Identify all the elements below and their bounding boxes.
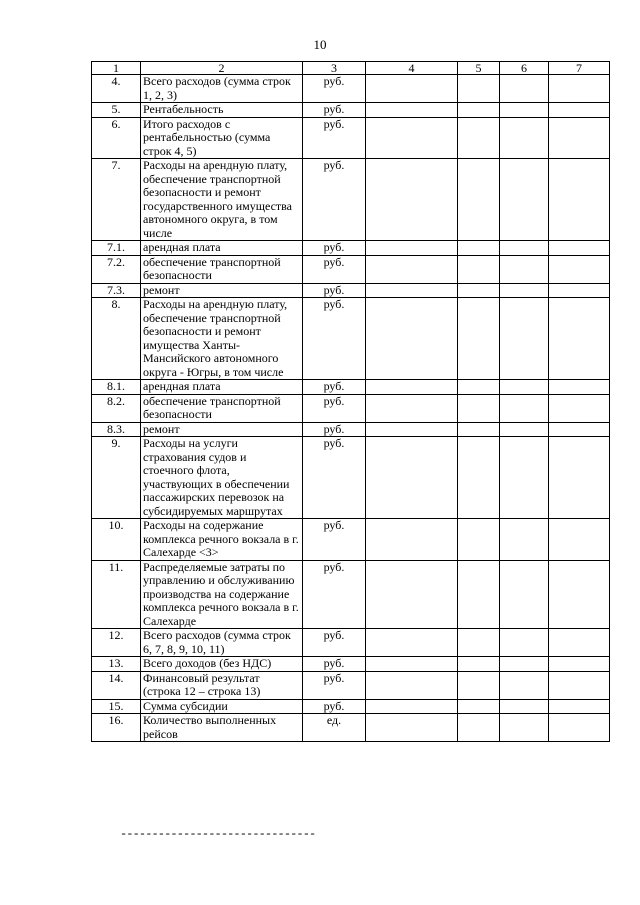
- value-cell-col5: [458, 699, 500, 714]
- value-cell-col7: [549, 75, 610, 103]
- table-row: [92, 380, 610, 395]
- row-number: 7.2.: [92, 255, 141, 283]
- value-cell-col5: [458, 103, 500, 118]
- table-row: [92, 117, 610, 159]
- value-cell-col5: [458, 629, 500, 657]
- row-description: Всего расходов (сумма строк 6, 7, 8, 9, 10, 11): [141, 629, 303, 657]
- row-unit: руб.: [303, 380, 366, 395]
- value-cell-col4: [366, 657, 458, 672]
- footnote-separator: -------------------------------: [120, 827, 316, 841]
- value-cell-col4: [366, 394, 458, 422]
- row-number: 15.: [92, 699, 141, 714]
- value-cell-col4: [366, 714, 458, 742]
- row-description: Распределяемые затраты по управлению и обслуживанию производства на содержание комплекса речного вокзала в г. Салехарде: [141, 560, 303, 629]
- value-cell-col7: [549, 103, 610, 118]
- value-cell-col4: [366, 241, 458, 256]
- value-cell-col4: [366, 380, 458, 395]
- value-cell-col7: [549, 671, 610, 699]
- value-cell-col4: [366, 671, 458, 699]
- value-cell-col7: [549, 714, 610, 742]
- row-unit: руб.: [303, 629, 366, 657]
- row-number: 6.: [92, 117, 141, 159]
- value-cell-col4: [366, 283, 458, 298]
- row-number: 16.: [92, 714, 141, 742]
- value-cell-col6: [500, 657, 549, 672]
- row-description: Рентабельность: [141, 103, 303, 118]
- value-cell-col4: [366, 75, 458, 103]
- row-description: обеспечение транспортной безопасности: [141, 394, 303, 422]
- value-cell-col7: [549, 117, 610, 159]
- value-cell-col4: [366, 117, 458, 159]
- table-row: [92, 283, 610, 298]
- row-unit: руб.: [303, 560, 366, 629]
- value-cell-col6: [500, 437, 549, 519]
- row-description: Итого расходов с рентабельностью (сумма строк 4, 5): [141, 117, 303, 159]
- value-cell-col7: [549, 699, 610, 714]
- value-cell-col7: [549, 629, 610, 657]
- value-cell-col5: [458, 159, 500, 241]
- value-cell-col7: [549, 560, 610, 629]
- table-row: [92, 437, 610, 519]
- row-number: 8.3.: [92, 422, 141, 437]
- column-header: 2: [141, 62, 303, 75]
- value-cell-col6: [500, 519, 549, 561]
- row-description: Сумма субсидии: [141, 699, 303, 714]
- column-header: 5: [458, 62, 500, 75]
- table-row: [92, 671, 610, 699]
- value-cell-col7: [549, 255, 610, 283]
- table-row: [92, 699, 610, 714]
- value-cell-col6: [500, 394, 549, 422]
- value-cell-col6: [500, 75, 549, 103]
- header-row: [92, 62, 610, 75]
- row-unit: руб.: [303, 298, 366, 380]
- value-cell-col6: [500, 671, 549, 699]
- table-row: [92, 657, 610, 672]
- value-cell-col7: [549, 283, 610, 298]
- row-number: 8.2.: [92, 394, 141, 422]
- table-row: [92, 159, 610, 241]
- value-cell-col6: [500, 159, 549, 241]
- row-unit: руб.: [303, 437, 366, 519]
- row-description: ремонт: [141, 422, 303, 437]
- value-cell-col4: [366, 103, 458, 118]
- row-number: 7.3.: [92, 283, 141, 298]
- value-cell-col6: [500, 255, 549, 283]
- value-cell-col5: [458, 657, 500, 672]
- value-cell-col6: [500, 117, 549, 159]
- value-cell-col5: [458, 394, 500, 422]
- table-row: [92, 560, 610, 629]
- row-unit: руб.: [303, 519, 366, 561]
- value-cell-col5: [458, 714, 500, 742]
- value-cell-col4: [366, 437, 458, 519]
- table-row: [92, 714, 610, 742]
- value-cell-col7: [549, 657, 610, 672]
- value-cell-col5: [458, 380, 500, 395]
- value-cell-col7: [549, 422, 610, 437]
- value-cell-col5: [458, 671, 500, 699]
- value-cell-col6: [500, 298, 549, 380]
- row-description: Финансовый результат (строка 12 – строка 13): [141, 671, 303, 699]
- value-cell-col7: [549, 394, 610, 422]
- row-unit: ед.: [303, 714, 366, 742]
- value-cell-col6: [500, 103, 549, 118]
- row-description: Расходы на арендную плату, обеспечение транспортной безопасности и ремонт имущества Ханты-Мансийского автономного округа - Югры, в том числе: [141, 298, 303, 380]
- value-cell-col7: [549, 519, 610, 561]
- row-unit: руб.: [303, 255, 366, 283]
- table-row: [92, 241, 610, 256]
- value-cell-col7: [549, 380, 610, 395]
- value-cell-col5: [458, 75, 500, 103]
- row-description: Всего расходов (сумма строк 1, 2, 3): [141, 75, 303, 103]
- row-unit: руб.: [303, 422, 366, 437]
- table-row: [92, 298, 610, 380]
- row-description: Расходы на арендную плату, обеспечение транспортной безопасности и ремонт государственного имущества автономного округа, в том числе: [141, 159, 303, 241]
- value-cell-col5: [458, 241, 500, 256]
- value-cell-col5: [458, 298, 500, 380]
- table-row: [92, 103, 610, 118]
- value-cell-col6: [500, 629, 549, 657]
- value-cell-col7: [549, 241, 610, 256]
- value-cell-col7: [549, 298, 610, 380]
- row-unit: руб.: [303, 159, 366, 241]
- table-row: [92, 629, 610, 657]
- row-description: ремонт: [141, 283, 303, 298]
- column-header: 7: [549, 62, 610, 75]
- row-unit: руб.: [303, 671, 366, 699]
- value-cell-col4: [366, 560, 458, 629]
- value-cell-col4: [366, 629, 458, 657]
- row-number: 14.: [92, 671, 141, 699]
- row-number: 12.: [92, 629, 141, 657]
- value-cell-col6: [500, 714, 549, 742]
- value-cell-col5: [458, 422, 500, 437]
- table-row: [92, 255, 610, 283]
- row-number: 11.: [92, 560, 141, 629]
- row-unit: руб.: [303, 283, 366, 298]
- row-description: арендная плата: [141, 380, 303, 395]
- row-number: 9.: [92, 437, 141, 519]
- row-number: 5.: [92, 103, 141, 118]
- column-header: 6: [500, 62, 549, 75]
- table-row: [92, 422, 610, 437]
- value-cell-col4: [366, 422, 458, 437]
- row-description: Расходы на услуги страхования судов и стоечного флота, участвующих в обеспечении пассажирских перевозок на субсидируемых маршрутах: [141, 437, 303, 519]
- value-cell-col5: [458, 519, 500, 561]
- table-row: [92, 519, 610, 561]
- row-description: Количество выполненных рейсов: [141, 714, 303, 742]
- row-unit: руб.: [303, 394, 366, 422]
- table-row: [92, 394, 610, 422]
- column-header: 3: [303, 62, 366, 75]
- value-cell-col5: [458, 117, 500, 159]
- value-cell-col4: [366, 699, 458, 714]
- row-unit: руб.: [303, 103, 366, 118]
- row-unit: руб.: [303, 117, 366, 159]
- row-unit: руб.: [303, 241, 366, 256]
- cost-table: [91, 61, 610, 742]
- row-description: обеспечение транспортной безопасности: [141, 255, 303, 283]
- row-unit: руб.: [303, 657, 366, 672]
- row-number: 8.: [92, 298, 141, 380]
- value-cell-col4: [366, 255, 458, 283]
- value-cell-col4: [366, 519, 458, 561]
- value-cell-col5: [458, 283, 500, 298]
- value-cell-col5: [458, 560, 500, 629]
- column-header: 4: [366, 62, 458, 75]
- column-header: 1: [92, 62, 141, 75]
- value-cell-col4: [366, 298, 458, 380]
- row-number: 7.: [92, 159, 141, 241]
- value-cell-col4: [366, 159, 458, 241]
- row-unit: руб.: [303, 699, 366, 714]
- row-number: 10.: [92, 519, 141, 561]
- value-cell-col6: [500, 380, 549, 395]
- row-description: Расходы на содержание комплекса речного вокзала в г. Салехарде <3>: [141, 519, 303, 561]
- row-number: 7.1.: [92, 241, 141, 256]
- value-cell-col6: [500, 699, 549, 714]
- row-unit: руб.: [303, 75, 366, 103]
- value-cell-col5: [458, 437, 500, 519]
- page-number: 10: [313, 37, 327, 52]
- row-number: 13.: [92, 657, 141, 672]
- row-number: 8.1.: [92, 380, 141, 395]
- value-cell-col7: [549, 159, 610, 241]
- value-cell-col6: [500, 241, 549, 256]
- value-cell-col5: [458, 255, 500, 283]
- value-cell-col6: [500, 283, 549, 298]
- row-number: 4.: [92, 75, 141, 103]
- value-cell-col6: [500, 560, 549, 629]
- row-description: Всего доходов (без НДС): [141, 657, 303, 672]
- row-description: арендная плата: [141, 241, 303, 256]
- value-cell-col6: [500, 422, 549, 437]
- value-cell-col7: [549, 437, 610, 519]
- table-row: [92, 75, 610, 103]
